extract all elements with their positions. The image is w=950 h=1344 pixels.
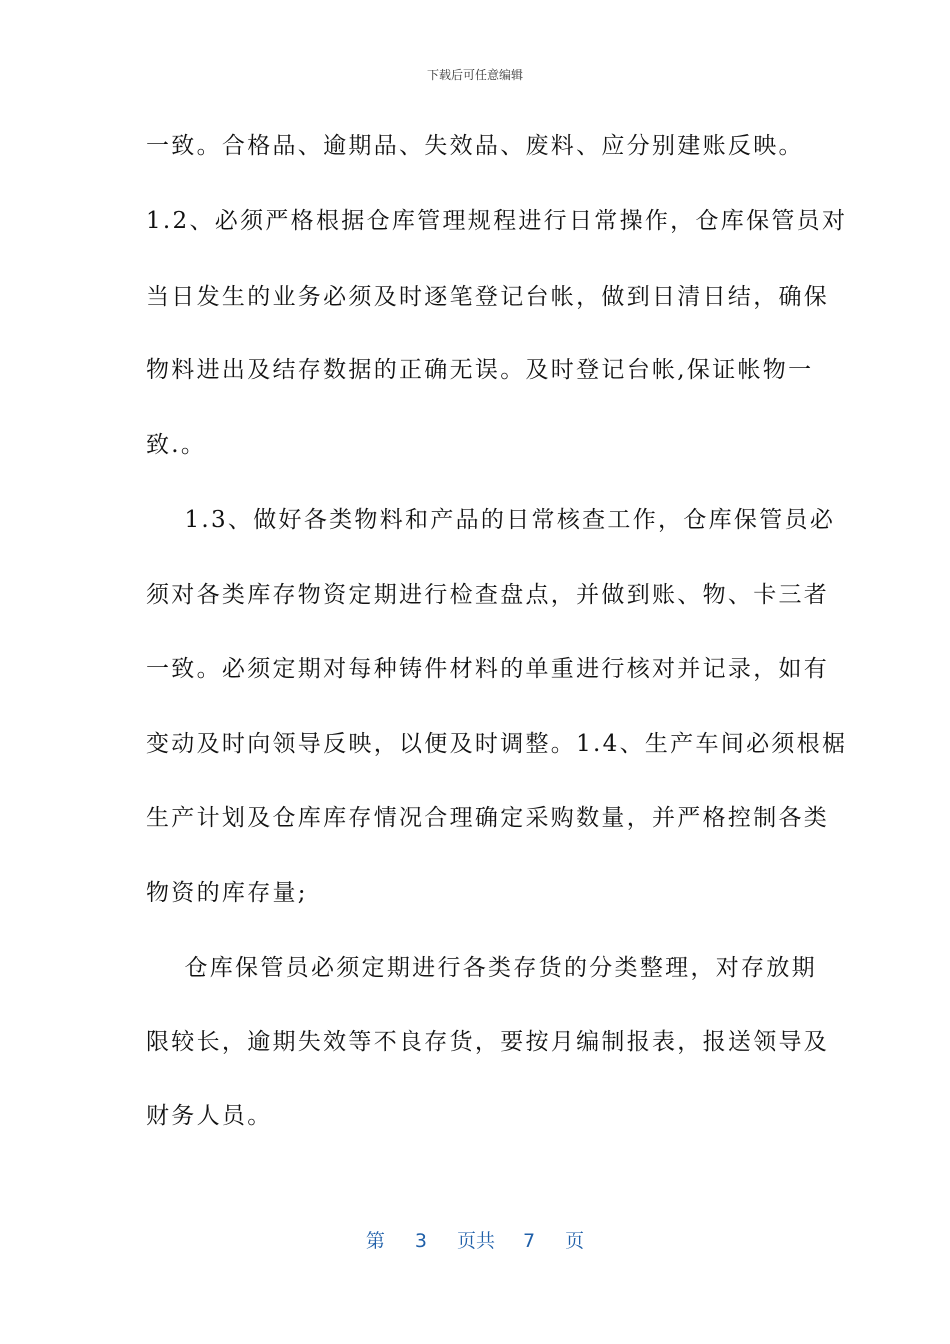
footer-total-pages: 7 [523, 1230, 536, 1252]
footer-suffix: 页 [565, 1230, 585, 1252]
footer-page-number: 3 [414, 1230, 427, 1252]
text-line: 生产计划及仓库库存情况合理确定采购数量，并严格控制各类 [146, 805, 830, 831]
text-line: 须对各类库存物资定期进行检查盘点，并做到账、物、卡三者 [146, 582, 830, 608]
text-line: 仓库保管员必须定期进行各类存货的分类整理，对存放期 [146, 955, 817, 981]
text-line: 物资的库存量; [146, 880, 308, 906]
footer-middle: 页共 [456, 1230, 495, 1252]
text-line: 一致。合格品、逾期品、失效品、废料、应分别建账反映。 [146, 133, 804, 159]
text-line: 一致。必须定期对每种铸件材料的单重进行核对并记录，如有 [146, 656, 830, 682]
text-line: 当日发生的业务必须及时逐笔登记台帐，做到日清日结，确保 [146, 284, 830, 310]
text-line: 变动及时向领导反映，以便及时调整。1.4、生产车间必须根椐 [146, 731, 848, 757]
text-line: 物料进出及结存数据的正确无误。及时登记台帐,保证帐物一 [146, 357, 814, 383]
footer-prefix: 第 [365, 1230, 385, 1252]
page-header: 下载后可任意编辑 [426, 68, 523, 82]
text-line: 限较长，逾期失效等不良存货，要按月编制报表，报送领导及 [146, 1029, 830, 1055]
text-line: 1.3、做好各类物料和产品的日常核查工作，仓库保管员必 [146, 507, 836, 533]
page-footer [0, 1226, 950, 1253]
text-line: 财务人员。 [146, 1103, 273, 1129]
text-line: 1.2、必须严格根据仓库管理规程进行日常操作，仓库保管员对 [146, 208, 848, 234]
text-line: 致.。 [146, 432, 207, 458]
